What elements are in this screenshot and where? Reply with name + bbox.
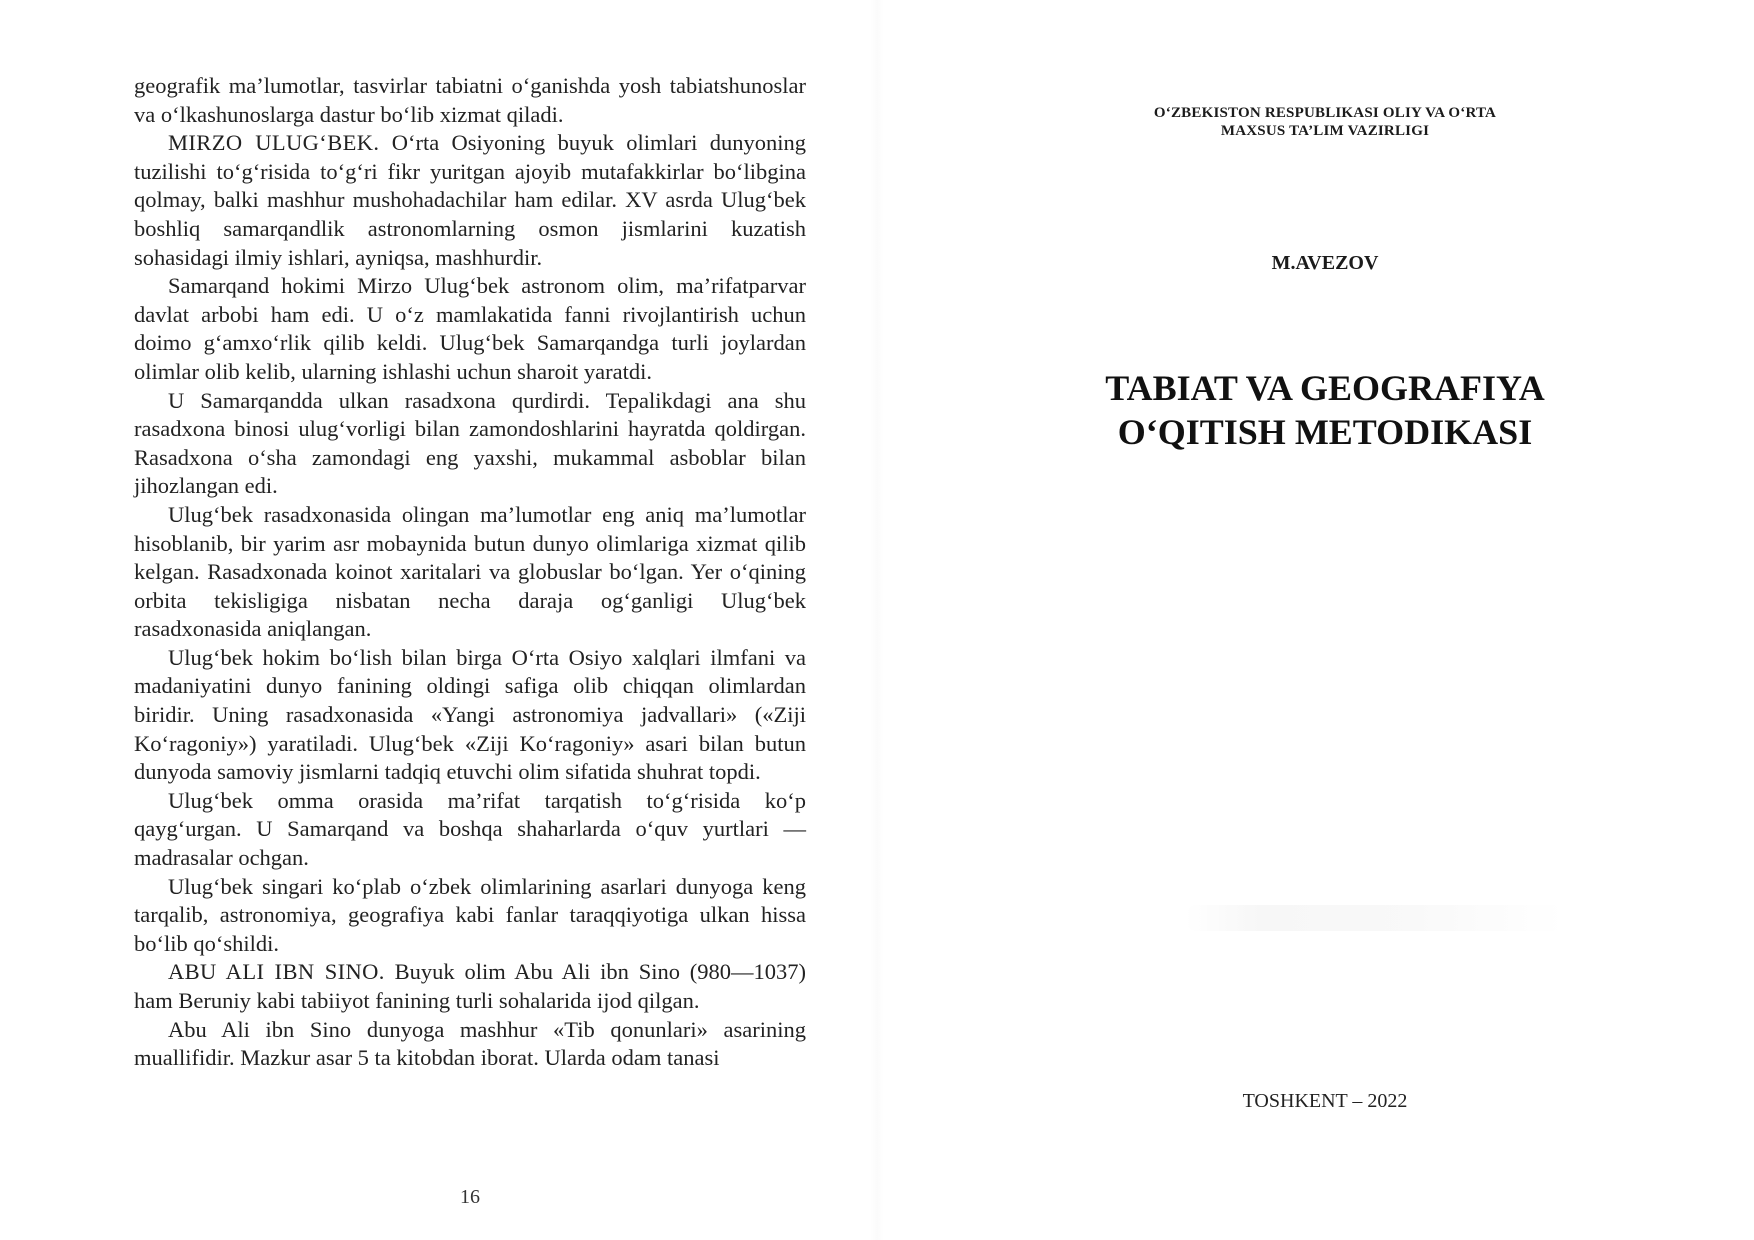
author-name: M.AVEZOV [1271,252,1379,274]
section-heading-ulugbek: MIRZO ULUG‘BEK. [168,130,380,156]
ministry-line-2: MAXSUS TA’LIM VAZIRLIGI [1220,123,1430,139]
paragraph: geografik ma’lumotlar, tasvirlar tabiatni o‘ganishda yosh tabiatshunoslar va o‘lkashunoslarga dastur bo‘lib xizmat qiladi. [134,73,806,127]
right-page-title [1055,0,1595,1240]
title-line-2: O‘QITISH METODIKASI [1117,412,1533,452]
book-title [1055,366,1595,454]
paragraph: Ulug‘bek singari ko‘plab o‘zbek olimlarining asarlari dunyoga keng tarqalib, astronomiya, geografiya kabi fanlar taraqqiyotiga ulkan hissa bo‘lib qo‘shildi. [134,873,806,956]
ministry-heading [1055,104,1595,140]
paragraph: ABU ALI IBN SINO. Buyuk olim Abu Ali ibn Sino (980—1037) ham Beruniy kabi tabiiyot fanining turli sohalarida ijod qilgan. [134,959,806,1013]
paragraph: Abu Ali ibn Sino dunyoga mashhur «Tib qonunlari» asarining muallifidir. Mazkur asar 5 ta kitobdan iborat. Ularda odam tanasi [134,1016,806,1071]
paragraph: Ulug‘bek omma orasida ma’rifat tarqatish to‘g‘risida ko‘p qayg‘urgan. U Samarqand va boshqa shaharlarda o‘quv yurtlari — madrasalar ochgan. [134,787,806,871]
city-year: TOSHKENT – 2022 [1242,1090,1408,1112]
paragraph: Samarqand hokimi Mirzo Ulug‘bek astronom olim, ma’rifatparvar davlat arbobi ham edi. U o‘z mamlakatida fanni rivojlantirish uchun doimo g‘amxo‘rlik qilib keldi. Ulug‘bek Samarqandga turli joylardan olimlar olib kelib, ularning ishlashi uchun sharoit yaratdi. [134,273,806,384]
gutter [870,0,884,1240]
ministry-line-1: O‘ZBEKISTON RESPUBLIKASI OLIY VA O‘RTA [1153,105,1497,121]
body-text [134,72,806,1073]
section-heading-ibn-sino: ABU ALI IBN SINO. [168,959,385,985]
paragraph: MIRZO ULUG‘BEK. O‘rta Osiyoning buyuk olimlari dunyoning tuzilishi to‘g‘risida to‘g‘ri fikr yuritgan ajoyib mutafakkirlar bo‘libgina qolmay, balki mashhur mushohadachilar ham edilar. XV asrda Ulug‘bek boshliq samarqandlik astronomlarning osmon jismlarini kuzatish sohasidagi ilmiy ishlari, ayniqsa, mashhurdir. [134,130,807,270]
faint-bleedthrough [1185,905,1565,931]
title-line-1: TABIAT VA GEOGRAFIYA [1105,368,1545,408]
left-page [134,72,807,1208]
paragraph: Ulug‘bek hokim bo‘lish bilan birga O‘rta Osiyo xalqlari ilmfani va madaniyatini dunyo fanining oldingi safiga olib chiqqan olimlardan biridir. Uning rasadxonasida «Yangi astronomiya jadvallari» («Ziji Ko‘ragoniy») yaratiladi. Ulug‘bek «Ziji Ko‘ragoniy» asari bilan butun dunyoda samoviy jismlarni tadqiq etuvchi olim sifatida shuhrat topdi. [134,644,806,785]
paragraph: U Samarqandda ulkan rasadxona qurdirdi. Tepalikdagi ana shu rasadxona binosi ulug‘vorligi bilan zamondoshlarini hayratda qoldirgan. Rasadxona o‘sha zamondagi eng yaxshi, mukammal asboblar bilan jihozlangan edi. [134,387,806,499]
page-number: 16 [460,1186,480,1208]
paragraph: Ulug‘bek rasadxonasida olingan ma’lumotlar eng aniq ma’lumotlar hisoblanib, bir yarim asr mobaynida butun dunyo olimlariga xizmat qilib kelgan. Rasadxonada koinot xaritalari va globuslar bo‘lgan. Yer o‘qining orbita tekisligiga nisbatan necha daraja og‘ganligi Ulug‘bek rasadxonasida aniqlangan. [134,501,806,642]
